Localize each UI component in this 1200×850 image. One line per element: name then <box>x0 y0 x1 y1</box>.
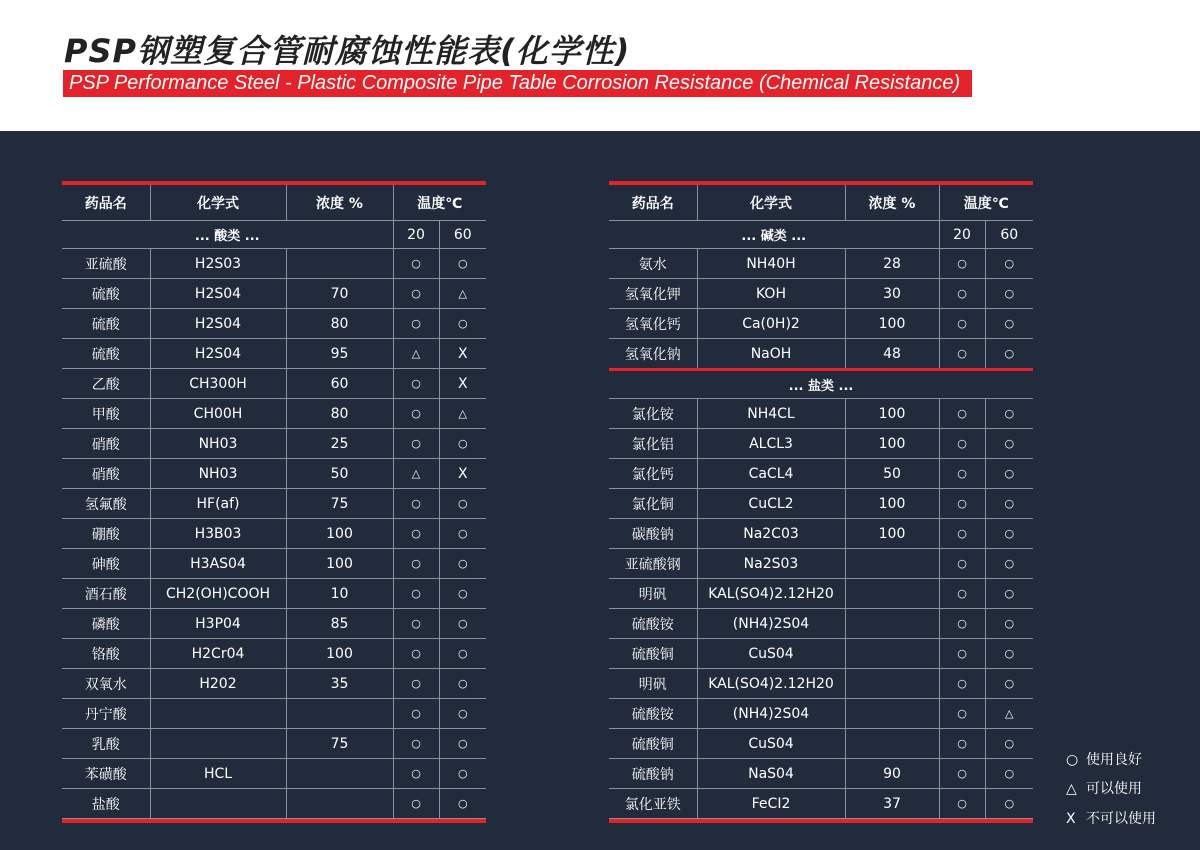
cell-temp-60: ○ <box>439 519 486 549</box>
cell-name: 乙酸 <box>62 369 150 399</box>
cell-temp-20: ○ <box>939 789 985 819</box>
cell-temp-60: ○ <box>439 489 486 519</box>
table-row <box>62 549 486 579</box>
cell-temp-20: ○ <box>939 279 985 309</box>
temp-20: 20 <box>393 221 439 249</box>
table-bottom-rule <box>62 819 486 823</box>
cell-name: 丹宁酸 <box>62 699 150 729</box>
cell-formula: Na2S03 <box>697 549 845 579</box>
cell-temp-60: △ <box>439 399 486 429</box>
cell-formula: H3P04 <box>150 609 286 639</box>
cell-temp-20: ○ <box>939 699 985 729</box>
cell-formula: NH4CL <box>697 399 845 429</box>
cell-name: 硫酸铜 <box>609 639 697 669</box>
page-title: PSP钢塑复合管耐腐蚀性能表(化学性) <box>64 32 631 70</box>
cell-name: 明矾 <box>609 669 697 699</box>
table-row <box>62 429 486 459</box>
cell-temp-60: ○ <box>985 669 1033 699</box>
cell-concentration <box>286 249 393 279</box>
base-rows <box>609 249 1033 370</box>
table-row <box>62 699 486 729</box>
cell-temp-60: ○ <box>985 579 1033 609</box>
cell-temp-60: △ <box>985 699 1033 729</box>
cell-temp-20: ○ <box>939 459 985 489</box>
cell-name: 硝酸 <box>62 459 150 489</box>
cell-name: 碳酸钠 <box>609 519 697 549</box>
cell-name: 硫酸 <box>62 309 150 339</box>
cell-formula: CuS04 <box>697 729 845 759</box>
cell-formula: H2S04 <box>150 279 286 309</box>
cell-name: 乳酸 <box>62 729 150 759</box>
cell-temp-60: ○ <box>439 609 486 639</box>
cell-temp-60: ○ <box>985 429 1033 459</box>
table-row <box>62 579 486 609</box>
header-temperature: 温度℃ <box>939 185 1033 221</box>
cell-formula: CuS04 <box>697 639 845 669</box>
cell-concentration: 95 <box>286 339 393 369</box>
table-row <box>62 519 486 549</box>
cell-formula: NH03 <box>150 429 286 459</box>
cell-formula: KAL(SO4)2.12H20 <box>697 579 845 609</box>
cell-concentration <box>845 579 939 609</box>
cell-temp-60: ○ <box>985 339 1033 370</box>
cell-temp-60: ○ <box>439 429 486 459</box>
cell-concentration <box>286 789 393 819</box>
cell-temp-60: ○ <box>985 729 1033 759</box>
cell-concentration: 100 <box>845 489 939 519</box>
cell-temp-60: ○ <box>985 549 1033 579</box>
cell-temp-20: ○ <box>393 429 439 459</box>
cell-temp-20: ○ <box>939 729 985 759</box>
cell-name: 氯化亚铁 <box>609 789 697 819</box>
cell-concentration: 75 <box>286 729 393 759</box>
temp-20: 20 <box>939 221 985 249</box>
table-row <box>609 309 1033 339</box>
temp-60: 60 <box>985 221 1033 249</box>
cell-formula: H2S04 <box>150 309 286 339</box>
page-header <box>0 0 1200 131</box>
table-row <box>609 399 1033 429</box>
cell-temp-60: ○ <box>985 639 1033 669</box>
cell-temp-20: ○ <box>393 759 439 789</box>
legend-label: 可以使用 <box>1086 781 1142 797</box>
cell-temp-60: ○ <box>985 489 1033 519</box>
cell-formula: NH40H <box>697 249 845 279</box>
cell-concentration: 75 <box>286 489 393 519</box>
cell-temp-60: ○ <box>985 249 1033 279</box>
cell-name: 氢氧化钠 <box>609 339 697 370</box>
cell-formula: CuCL2 <box>697 489 845 519</box>
cell-name: 亚硫酸钢 <box>609 549 697 579</box>
category-row <box>62 221 486 249</box>
cell-name: 氢氧化钾 <box>609 279 697 309</box>
cell-formula: H2S03 <box>150 249 286 279</box>
cell-formula: Na2C03 <box>697 519 845 549</box>
cell-temp-20: ○ <box>939 639 985 669</box>
cell-temp-20: ○ <box>393 249 439 279</box>
cell-formula: H2S04 <box>150 339 286 369</box>
cell-temp-60: X <box>439 339 486 369</box>
legend-item-unusable <box>1066 808 1156 828</box>
cell-temp-20: ○ <box>393 489 439 519</box>
cell-temp-60: ○ <box>439 309 486 339</box>
cell-temp-60: ○ <box>439 669 486 699</box>
cell-formula: CH2(OH)COOH <box>150 579 286 609</box>
alkali-salt-resistance-table <box>609 185 1033 819</box>
acid-rows <box>62 249 486 819</box>
header-formula: 化学式 <box>697 185 845 221</box>
cell-temp-20: ○ <box>939 519 985 549</box>
table-row <box>609 759 1033 789</box>
table-row <box>62 279 486 309</box>
cell-temp-60: ○ <box>439 249 486 279</box>
table-row <box>62 489 486 519</box>
table-row <box>609 789 1033 819</box>
cell-formula: (NH4)2S04 <box>697 699 845 729</box>
cell-name: 硫酸铵 <box>609 609 697 639</box>
cell-concentration: 28 <box>845 249 939 279</box>
header-name: 药品名 <box>609 185 697 221</box>
cell-name: 氯化铜 <box>609 489 697 519</box>
cell-temp-20: ○ <box>939 339 985 370</box>
cell-name: 氯化铵 <box>609 399 697 429</box>
cell-temp-20: ○ <box>393 369 439 399</box>
cell-name: 铬酸 <box>62 639 150 669</box>
cell-temp-20: ○ <box>393 789 439 819</box>
cell-concentration <box>845 669 939 699</box>
cell-formula: HF(af) <box>150 489 286 519</box>
cell-concentration: 80 <box>286 309 393 339</box>
table-row <box>62 759 486 789</box>
cell-name: 盐酸 <box>62 789 150 819</box>
legend-item-usable <box>1066 778 1142 798</box>
cell-name: 氨水 <box>609 249 697 279</box>
cell-name: 氯化铝 <box>609 429 697 459</box>
legend-item-good <box>1066 749 1142 769</box>
legend-label: 不可以使用 <box>1086 811 1156 827</box>
cell-temp-60: ○ <box>439 639 486 669</box>
cell-temp-60: ○ <box>439 789 486 819</box>
table-row <box>609 279 1033 309</box>
cell-concentration: 100 <box>286 639 393 669</box>
table-row <box>609 459 1033 489</box>
table-header-row <box>62 185 486 221</box>
cell-concentration <box>845 699 939 729</box>
table-row <box>609 519 1033 549</box>
table-row <box>62 669 486 699</box>
cell-formula: NH03 <box>150 459 286 489</box>
cell-name: 磷酸 <box>62 609 150 639</box>
cell-concentration: 100 <box>845 309 939 339</box>
table-row <box>62 369 486 399</box>
cell-temp-60: ○ <box>439 729 486 759</box>
cell-concentration <box>845 639 939 669</box>
cell-temp-60: ○ <box>439 699 486 729</box>
cell-formula: H3B03 <box>150 519 286 549</box>
cell-temp-20: ○ <box>393 609 439 639</box>
cell-temp-20: ○ <box>939 429 985 459</box>
cell-temp-20: ○ <box>939 609 985 639</box>
cell-concentration: 70 <box>286 279 393 309</box>
table-row <box>62 459 486 489</box>
cell-temp-20: ○ <box>939 759 985 789</box>
cell-temp-60: ○ <box>439 579 486 609</box>
cell-temp-60: ○ <box>439 759 486 789</box>
table-row <box>609 429 1033 459</box>
category-bases: ... 碱类 ... <box>609 221 939 249</box>
cell-concentration: 37 <box>845 789 939 819</box>
cell-name: 硫酸 <box>62 339 150 369</box>
cell-name: 氢氧化钙 <box>609 309 697 339</box>
cell-formula: H3AS04 <box>150 549 286 579</box>
cell-name: 甲酸 <box>62 399 150 429</box>
cell-concentration: 100 <box>845 519 939 549</box>
cell-concentration: 50 <box>845 459 939 489</box>
category-acids: ... 酸类 ... <box>62 221 393 249</box>
cell-concentration <box>845 609 939 639</box>
cross-icon: X <box>1066 811 1076 827</box>
category-row <box>609 370 1033 399</box>
cell-formula: (NH4)2S04 <box>697 609 845 639</box>
cell-formula: KOH <box>697 279 845 309</box>
cell-temp-20: ○ <box>939 549 985 579</box>
cell-temp-20: ○ <box>393 669 439 699</box>
category-row <box>609 221 1033 249</box>
table-header-row <box>609 185 1033 221</box>
cell-concentration <box>845 729 939 759</box>
cell-temp-60: X <box>439 369 486 399</box>
salt-rows <box>609 399 1033 819</box>
header-formula: 化学式 <box>150 185 286 221</box>
table-row <box>609 639 1033 669</box>
table-bottom-rule <box>609 819 1033 823</box>
cell-temp-20: ○ <box>393 399 439 429</box>
cell-temp-20: ○ <box>939 669 985 699</box>
cell-temp-60: ○ <box>985 309 1033 339</box>
cell-temp-20: ○ <box>939 249 985 279</box>
cell-name: 硝酸 <box>62 429 150 459</box>
page-subtitle: PSP Performance Steel - Plastic Composite Pipe Table Corrosion Resistance (Chemical Resistance) <box>63 70 972 97</box>
cell-formula: KAL(SO4)2.12H20 <box>697 669 845 699</box>
table-row <box>609 579 1033 609</box>
cell-concentration: 100 <box>286 519 393 549</box>
cell-name: 硫酸 <box>62 279 150 309</box>
cell-concentration: 25 <box>286 429 393 459</box>
cell-formula: CH300H <box>150 369 286 399</box>
cell-temp-20: ○ <box>393 309 439 339</box>
table-row <box>62 399 486 429</box>
cell-temp-20: ○ <box>393 699 439 729</box>
cell-name: 明矾 <box>609 579 697 609</box>
cell-formula <box>150 729 286 759</box>
cell-concentration: 100 <box>845 429 939 459</box>
cell-temp-60: ○ <box>985 279 1033 309</box>
cell-temp-20: △ <box>393 339 439 369</box>
table-row <box>62 639 486 669</box>
table-row <box>609 669 1033 699</box>
cell-concentration: 80 <box>286 399 393 429</box>
cell-concentration: 90 <box>845 759 939 789</box>
cell-temp-60: ○ <box>985 399 1033 429</box>
cell-formula: Ca(0H)2 <box>697 309 845 339</box>
temp-60: 60 <box>439 221 486 249</box>
cell-name: 酒石酸 <box>62 579 150 609</box>
cell-formula <box>150 699 286 729</box>
cell-temp-60: ○ <box>985 759 1033 789</box>
cell-temp-60: X <box>439 459 486 489</box>
cell-concentration: 50 <box>286 459 393 489</box>
cell-formula: CH00H <box>150 399 286 429</box>
cell-formula: H2Cr04 <box>150 639 286 669</box>
triangle-icon: △ <box>1066 781 1077 797</box>
cell-concentration: 100 <box>845 399 939 429</box>
header-concentration: 浓度 % <box>845 185 939 221</box>
cell-name: 硼酸 <box>62 519 150 549</box>
cell-name: 硫酸钠 <box>609 759 697 789</box>
cell-temp-60: △ <box>439 279 486 309</box>
header-concentration: 浓度 % <box>286 185 393 221</box>
cell-name: 苯磺酸 <box>62 759 150 789</box>
cell-formula: NaOH <box>697 339 845 370</box>
cell-temp-20: ○ <box>393 579 439 609</box>
category-salts: ... 盐类 ... <box>609 370 1033 399</box>
circle-icon: ○ <box>1066 752 1079 768</box>
cell-temp-20: ○ <box>939 579 985 609</box>
legend-label: 使用良好 <box>1086 752 1142 768</box>
table-row <box>609 339 1033 370</box>
table-row <box>609 249 1033 279</box>
header-name: 药品名 <box>62 185 150 221</box>
cell-concentration: 100 <box>286 549 393 579</box>
table-row <box>62 249 486 279</box>
cell-temp-20: ○ <box>393 279 439 309</box>
table-row <box>62 609 486 639</box>
cell-name: 硫酸铜 <box>609 729 697 759</box>
cell-concentration: 48 <box>845 339 939 370</box>
cell-temp-20: ○ <box>393 549 439 579</box>
cell-temp-20: ○ <box>939 399 985 429</box>
cell-formula: ALCL3 <box>697 429 845 459</box>
cell-temp-60: ○ <box>985 459 1033 489</box>
cell-temp-20: ○ <box>393 729 439 759</box>
cell-temp-60: ○ <box>985 609 1033 639</box>
cell-formula: CaCL4 <box>697 459 845 489</box>
table-row <box>62 339 486 369</box>
cell-formula: NaS04 <box>697 759 845 789</box>
acid-resistance-table <box>62 185 486 819</box>
header-temperature: 温度℃ <box>393 185 486 221</box>
cell-concentration: 85 <box>286 609 393 639</box>
cell-formula: HCL <box>150 759 286 789</box>
cell-temp-60: ○ <box>439 549 486 579</box>
table-row <box>62 729 486 759</box>
cell-concentration <box>286 759 393 789</box>
table-row <box>609 699 1033 729</box>
cell-concentration <box>845 549 939 579</box>
cell-temp-20: ○ <box>939 489 985 519</box>
cell-temp-60: ○ <box>985 789 1033 819</box>
cell-name: 氯化钙 <box>609 459 697 489</box>
cell-temp-20: ○ <box>939 309 985 339</box>
cell-name: 砷酸 <box>62 549 150 579</box>
cell-temp-20: △ <box>393 459 439 489</box>
cell-name: 亚硫酸 <box>62 249 150 279</box>
table-row <box>609 549 1033 579</box>
cell-temp-20: ○ <box>393 519 439 549</box>
cell-temp-20: ○ <box>393 639 439 669</box>
table-row <box>62 309 486 339</box>
cell-formula: FeCI2 <box>697 789 845 819</box>
cell-temp-60: ○ <box>985 519 1033 549</box>
cell-concentration: 30 <box>845 279 939 309</box>
cell-concentration: 35 <box>286 669 393 699</box>
table-row <box>609 609 1033 639</box>
cell-concentration <box>286 699 393 729</box>
cell-name: 双氧水 <box>62 669 150 699</box>
cell-name: 氢氟酸 <box>62 489 150 519</box>
cell-concentration: 10 <box>286 579 393 609</box>
cell-formula: H202 <box>150 669 286 699</box>
cell-name: 硫酸铵 <box>609 699 697 729</box>
table-row <box>62 789 486 819</box>
cell-formula <box>150 789 286 819</box>
table-row <box>609 489 1033 519</box>
cell-concentration: 60 <box>286 369 393 399</box>
table-row <box>609 729 1033 759</box>
